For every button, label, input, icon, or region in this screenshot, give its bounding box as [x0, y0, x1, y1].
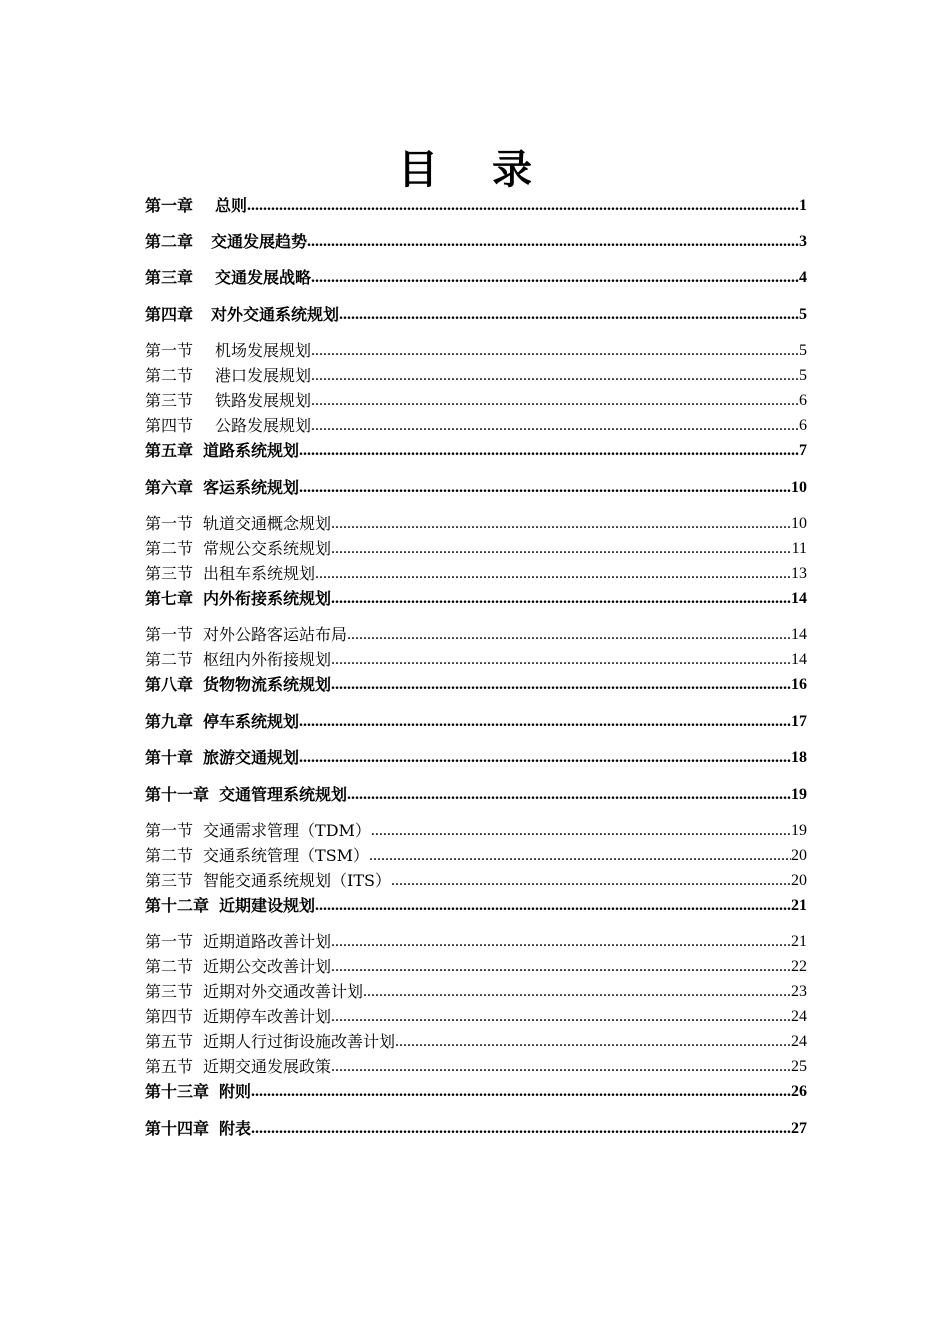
entry-number: 第五节	[145, 1032, 194, 1051]
entry-page-number: 10	[791, 479, 807, 496]
entry-page-number: 10	[791, 515, 807, 532]
toc-chapter-entry[interactable]	[145, 745, 807, 770]
entry-page-number: 17	[791, 713, 807, 730]
entry-number: 第三节	[145, 564, 194, 583]
entry-title: 货物物流系统规划	[203, 675, 332, 694]
toc-section-entry[interactable]	[145, 1054, 807, 1079]
dot-leader	[307, 229, 799, 254]
toc-chapter-entry[interactable]	[145, 265, 807, 290]
toc-chapter-entry[interactable]	[145, 229, 807, 254]
toc-chapter-entry[interactable]	[145, 1079, 807, 1104]
entry-number: 第二节	[145, 650, 194, 669]
entry-number: 第一节	[145, 341, 194, 360]
entry-title: 总则	[215, 196, 248, 215]
entry-number: 第八章	[145, 675, 194, 694]
dot-leader	[363, 979, 791, 1004]
entry-number: 第六章	[145, 478, 194, 497]
entry-number: 第四节	[145, 416, 194, 435]
entry-title: 智能交通系统规划（ITS）	[203, 871, 391, 890]
entry-number: 第十三章	[145, 1082, 210, 1101]
entry-title: 近期公交改善计划	[203, 957, 332, 976]
dot-leader	[347, 622, 791, 647]
entry-page-number: 5	[799, 306, 807, 323]
entry-page-number: 24	[791, 1008, 807, 1025]
entry-title: 旅游交通规划	[203, 748, 300, 767]
toc-chapter-entry[interactable]	[145, 782, 807, 807]
toc-chapter-entry[interactable]	[145, 893, 807, 918]
entry-number: 第二章	[145, 232, 194, 251]
entry-number: 第一节	[145, 625, 194, 644]
entry-title: 近期道路改善计划	[203, 932, 332, 951]
dot-leader	[331, 929, 791, 954]
entry-number: 第十章	[145, 748, 194, 767]
entry-page-number: 21	[791, 897, 807, 914]
dot-leader	[311, 265, 799, 290]
dot-leader	[331, 536, 792, 561]
entry-title: 枢纽内外衔接规划	[203, 650, 332, 669]
dot-leader	[247, 193, 799, 218]
entry-number: 第一节	[145, 514, 194, 533]
entry-title: 铁路发展规划	[215, 391, 312, 410]
dot-leader	[331, 586, 791, 611]
entry-page-number: 20	[791, 847, 807, 864]
entry-title: 近期交通发展政策	[203, 1057, 332, 1076]
dot-leader	[347, 782, 791, 807]
toc-section-entry[interactable]	[145, 843, 807, 868]
dot-leader	[331, 647, 791, 672]
entry-number: 第四章	[145, 305, 194, 324]
toc-title: 目 录	[398, 146, 552, 193]
entry-page-number: 14	[791, 651, 807, 668]
dot-leader	[331, 954, 791, 979]
entry-title: 交通需求管理（TDM）	[203, 821, 371, 840]
toc-section-entry[interactable]	[145, 647, 807, 672]
entry-page-number: 21	[791, 933, 807, 950]
toc-chapter-entry[interactable]	[145, 586, 807, 611]
entry-title: 机场发展规划	[215, 341, 312, 360]
entry-title: 停车系统规划	[203, 712, 300, 731]
entry-page-number: 16	[791, 676, 807, 693]
entry-page-number: 20	[791, 872, 807, 889]
toc-chapter-entry[interactable]	[145, 672, 807, 697]
entry-page-number: 18	[791, 749, 807, 766]
entry-title: 对外交通系统规划	[211, 305, 340, 324]
entry-title: 近期停车改善计划	[203, 1007, 332, 1026]
toc-section-entry[interactable]	[145, 818, 807, 843]
dot-leader	[339, 302, 799, 327]
entry-title: 道路系统规划	[203, 441, 300, 460]
toc-section-entry[interactable]	[145, 413, 807, 438]
dot-leader	[331, 1054, 791, 1079]
entry-number: 第五节	[145, 1057, 194, 1076]
toc-chapter-entry[interactable]	[145, 1116, 807, 1141]
entry-number: 第一节	[145, 932, 194, 951]
entry-number: 第三节	[145, 982, 194, 1001]
entry-page-number: 23	[791, 983, 807, 1000]
entry-page-number: 19	[791, 786, 807, 803]
dot-leader	[299, 475, 791, 500]
entry-title: 常规公交系统规划	[203, 539, 332, 558]
entry-page-number: 22	[791, 958, 807, 975]
entry-page-number: 5	[799, 342, 807, 359]
dot-leader	[395, 1029, 791, 1054]
toc-section-entry[interactable]	[145, 363, 807, 388]
entry-page-number: 6	[799, 392, 807, 409]
entry-page-number: 5	[799, 367, 807, 384]
entry-number: 第二节	[145, 366, 194, 385]
entry-number: 第七章	[145, 589, 194, 608]
entry-number: 第十一章	[145, 785, 210, 804]
dot-leader	[311, 338, 799, 363]
entry-title: 近期人行过街设施改善计划	[203, 1032, 396, 1051]
dot-leader	[251, 1079, 791, 1104]
entry-title: 附则	[219, 1082, 252, 1101]
entry-page-number: 11	[791, 540, 807, 557]
dot-leader	[331, 511, 791, 536]
entry-page-number: 19	[791, 822, 807, 839]
toc-section-entry[interactable]	[145, 622, 807, 647]
entry-title: 内外衔接系统规划	[203, 589, 332, 608]
toc-chapter-entry[interactable]	[145, 302, 807, 327]
dot-leader	[311, 413, 799, 438]
entry-page-number: 26	[791, 1083, 807, 1100]
dot-leader	[331, 1004, 791, 1029]
toc-section-entry[interactable]	[145, 929, 807, 954]
entry-title: 附表	[219, 1119, 252, 1138]
entry-number: 第一节	[145, 821, 194, 840]
entry-number: 第二节	[145, 539, 194, 558]
toc-section-entry[interactable]	[145, 1004, 807, 1029]
toc-section-entry[interactable]	[145, 561, 807, 586]
dot-leader	[315, 893, 791, 918]
dot-leader	[371, 818, 791, 843]
entry-page-number: 14	[791, 626, 807, 643]
toc-chapter-entry[interactable]	[145, 475, 807, 500]
entry-page-number: 3	[799, 233, 807, 250]
dot-leader	[299, 745, 791, 770]
entry-page-number: 7	[799, 442, 807, 459]
dot-leader	[311, 363, 799, 388]
entry-title: 近期建设规划	[219, 896, 316, 915]
dot-leader	[315, 561, 791, 586]
entry-page-number: 1	[799, 197, 807, 214]
entry-number: 第三节	[145, 871, 194, 890]
entry-page-number: 24	[791, 1033, 807, 1050]
entry-title: 客运系统规划	[203, 478, 300, 497]
entry-title: 交通管理系统规划	[219, 785, 348, 804]
entry-title: 交通发展趋势	[211, 232, 308, 251]
entry-page-number: 25	[791, 1058, 807, 1075]
dot-leader	[299, 438, 799, 463]
dot-leader	[251, 1116, 791, 1141]
entry-page-number: 14	[791, 590, 807, 607]
toc-section-entry[interactable]	[145, 338, 807, 363]
toc-chapter-entry[interactable]	[145, 438, 807, 463]
entry-page-number: 27	[791, 1120, 807, 1137]
entry-number: 第四节	[145, 1007, 194, 1026]
entry-title: 出租车系统规划	[203, 564, 316, 583]
entry-page-number: 13	[791, 565, 807, 582]
entry-title: 交通系统管理（TSM）	[203, 846, 370, 865]
toc-section-entry[interactable]	[145, 388, 807, 413]
entry-title: 港口发展规划	[215, 366, 312, 385]
toc-section-entry[interactable]	[145, 1029, 807, 1054]
toc-section-entry[interactable]	[145, 954, 807, 979]
entry-title: 近期对外交通改善计划	[203, 982, 364, 1001]
entry-title: 轨道交通概念规划	[203, 514, 332, 533]
toc-section-entry[interactable]	[145, 511, 807, 536]
entry-number: 第九章	[145, 712, 194, 731]
entry-number: 第十二章	[145, 896, 210, 915]
entry-title: 交通发展战略	[215, 268, 312, 287]
entry-title: 对外公路客运站布局	[203, 625, 348, 644]
toc-chapter-entry[interactable]	[145, 709, 807, 734]
entry-number: 第三章	[145, 268, 194, 287]
entry-number: 第五章	[145, 441, 194, 460]
toc-section-entry[interactable]	[145, 536, 807, 561]
entry-page-number: 6	[799, 417, 807, 434]
toc-section-entry[interactable]	[145, 979, 807, 1004]
dot-leader	[391, 868, 791, 893]
toc-section-entry[interactable]	[145, 868, 807, 893]
toc-chapter-entry[interactable]	[145, 193, 807, 218]
entry-number: 第二节	[145, 957, 194, 976]
dot-leader	[369, 843, 791, 868]
entry-number: 第二节	[145, 846, 194, 865]
entry-number: 第十四章	[145, 1119, 210, 1138]
entry-number: 第三节	[145, 391, 194, 410]
entry-page-number: 4	[799, 269, 807, 286]
entry-number: 第一章	[145, 196, 194, 215]
entry-title: 公路发展规划	[215, 416, 312, 435]
dot-leader	[331, 672, 791, 697]
dot-leader	[311, 388, 799, 413]
dot-leader	[299, 709, 791, 734]
